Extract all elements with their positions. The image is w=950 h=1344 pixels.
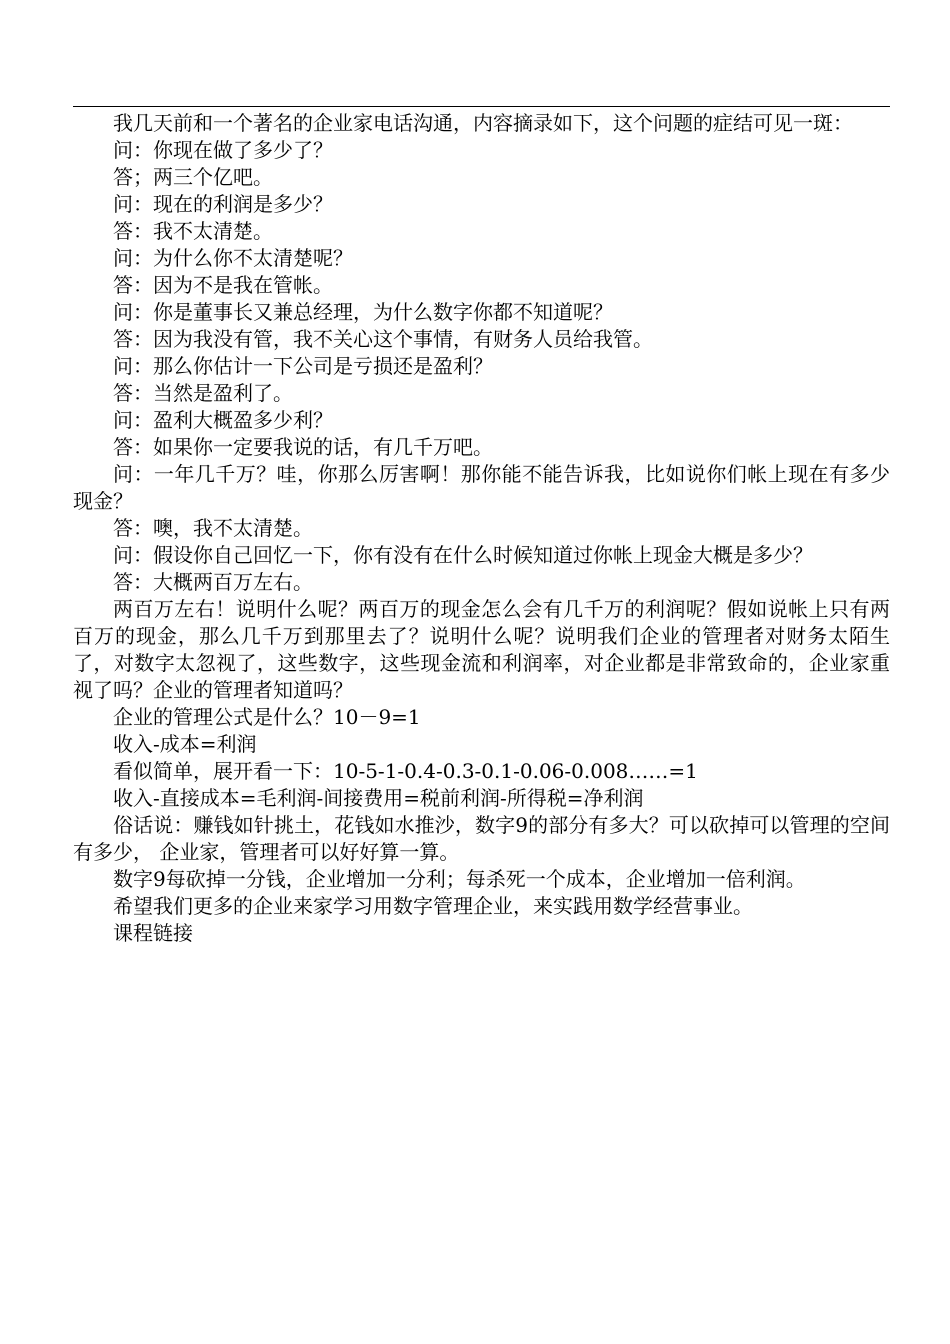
- analysis-paragraph: 两百万左右！说明什么呢？两百万的现金怎么会有几千万的利润呢？假如说帐上只有两百万的现金，那么几千万到那里去了？说明什么呢？说明我们企业的管理者对财务太陌生了，对数字太忽视了，这些数字，这些现金流和利润率，对企业都是非常致命的，企业家重视了吗？企业的管理者知道吗？: [73, 597, 890, 702]
- formula-line: 看似简单，展开看一下：10-5-1-0.4-0.3-0.1-0.06-0.008……=1: [113, 759, 698, 783]
- dialogue-answer: 答：我不太清楚。: [113, 219, 273, 243]
- dialogue-answer: 答；两三个亿吧。: [113, 165, 273, 189]
- top-rule-divider: [73, 106, 890, 107]
- document-body: [73, 110, 890, 947]
- dialogue-question: 问：那么你估计一下公司是亏损还是盈利？: [113, 354, 493, 378]
- formula-line: 企业的管理公式是什么？10－9=1: [113, 705, 421, 729]
- dialogue-answer: 答：如果你一定要我说的话，有几千万吧。: [113, 435, 493, 459]
- dialogue-question: 问：你是董事长又兼总经理，为什么数字你都不知道呢？: [113, 300, 613, 324]
- dialogue-question: 问：盈利大概盈多少利？: [113, 408, 333, 432]
- dialogue-answer: 答：因为我没有管，我不关心这个事情，有财务人员给我管。: [113, 327, 653, 351]
- intro-paragraph: 我几天前和一个著名的企业家电话沟通，内容摘录如下，这个问题的症结可见一斑：: [113, 111, 853, 135]
- dialogue-answer: 答：当然是盈利了。: [113, 381, 293, 405]
- dialogue-answer: 答：因为不是我在管帐。: [113, 273, 333, 297]
- formula-line: 收入-直接成本=毛利润-间接费用=税前利润-所得税=净利润: [113, 786, 644, 810]
- saying-paragraph: 俗话说：赚钱如针挑土，花钱如水推沙，数字9的部分有多大？可以砍掉可以管理的空间有多少， 企业家，管理者可以好好算一算。: [73, 813, 890, 864]
- course-link-text: 课程链接: [113, 921, 193, 945]
- dialogue-answer: 答：噢，我不太清楚。: [113, 516, 313, 540]
- dialogue-question: 问：你现在做了多少了？: [113, 138, 333, 162]
- dialogue-question: 问：一年几千万？哇，你那么厉害啊！那你能不能告诉我，比如说你们帐上现在有多少现金？: [73, 462, 890, 513]
- dialogue-question: 问：现在的利润是多少？: [113, 192, 333, 216]
- closing-paragraph: 希望我们更多的企业来家学习用数字管理企业，来实践用数学经营事业。: [113, 894, 753, 918]
- dialogue-question: 问：假设你自己回忆一下，你有没有在什么时候知道过你帐上现金大概是多少？: [113, 543, 813, 567]
- dialogue-question: 问：为什么你不太清楚呢？: [113, 246, 353, 270]
- dialogue-answer: 答：大概两百万左右。: [113, 570, 313, 594]
- body-paragraph: 数字9每砍掉一分钱，企业增加一分利；每杀死一个成本，企业增加一倍利润。: [113, 867, 806, 891]
- formula-line: 收入-成本=利润: [113, 732, 257, 756]
